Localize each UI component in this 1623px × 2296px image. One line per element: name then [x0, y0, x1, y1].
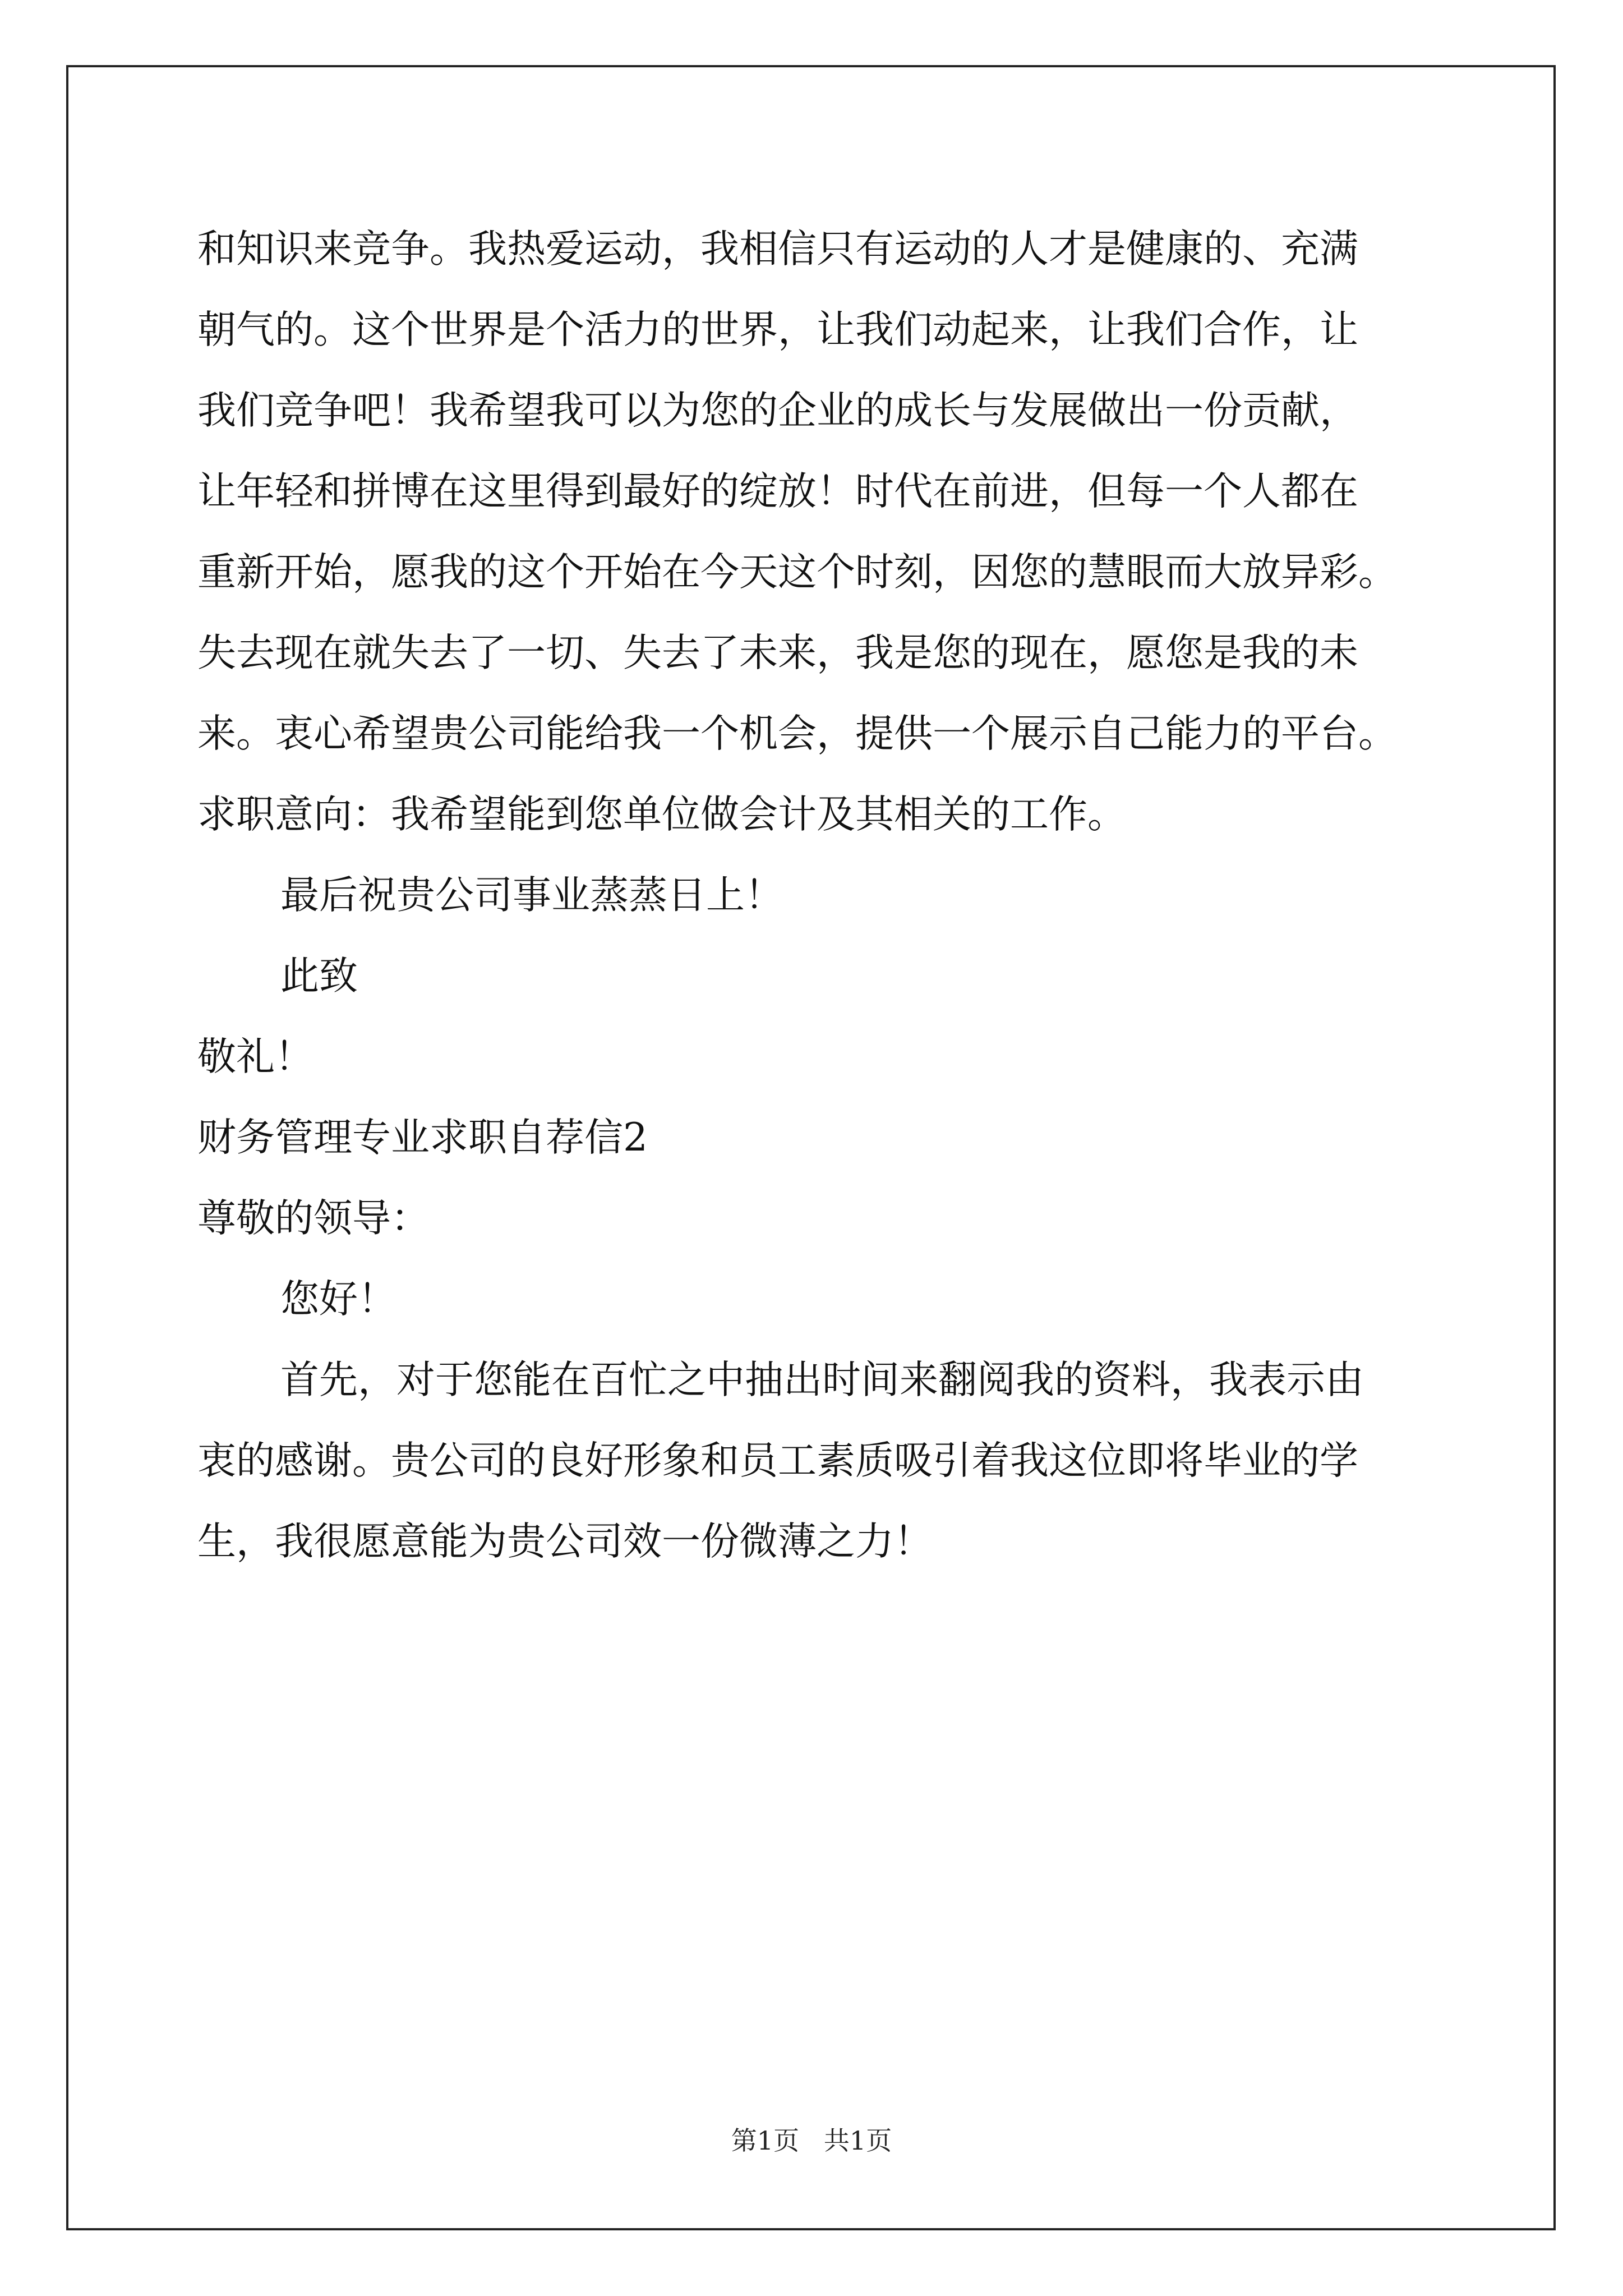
greeting: 您好！ — [280, 1277, 396, 1322]
paragraph-line: 失去现在就失去了一切、失去了未来，我是您的现在，愿您是我的未 — [197, 631, 1358, 675]
paragraph-line: 我们竞争吧！我希望我可以为您的企业的成长与发展做出一份贡献， — [197, 388, 1358, 433]
paragraph-line: 让年轻和拼博在这里得到最好的绽放！时代在前进，但每一个人都在 — [197, 469, 1358, 514]
paragraph-line: 来。衷心希望贵公司能给我一个机会，提供一个展示自己能力的平台。 — [197, 711, 1397, 756]
salutation: 尊敬的领导： — [197, 1196, 430, 1241]
paragraph-line: 生，我很愿意能为贵公司效一份微薄之力！ — [197, 1519, 933, 1564]
closing-wish: 最后祝贵公司事业蒸蒸日上！ — [280, 873, 783, 918]
paragraph-line: 朝气的。这个世界是个活力的世界，让我们动起来，让我们合作，让 — [197, 307, 1358, 352]
paragraph-line: 衷的感谢。贵公司的良好形象和员工素质吸引着我这位即将毕业的学 — [197, 1438, 1358, 1483]
page-number-footer: 第1页 共1页 — [731, 2125, 892, 2156]
paragraph-line: 首先，对于您能在百忙之中抽出时间来翻阅我的资料，我表示由 — [280, 1358, 1364, 1402]
document-body — [197, 209, 1442, 1582]
closing-ci-zhi: 此致 — [280, 954, 358, 999]
paragraph-line: 和知识来竞争。我热爱运动，我相信只有运动的人才是健康的、充满 — [197, 227, 1358, 272]
job-intention-line: 求职意向：我希望能到您单位做会计及其相关的工作。 — [197, 792, 1126, 837]
section-title: 财务管理专业求职自荐信2 — [197, 1115, 648, 1160]
paragraph-line: 重新开始，愿我的这个开始在今天这个时刻，因您的慧眼而大放异彩。 — [197, 550, 1397, 595]
closing-jing-li: 敬礼！ — [197, 1034, 313, 1079]
